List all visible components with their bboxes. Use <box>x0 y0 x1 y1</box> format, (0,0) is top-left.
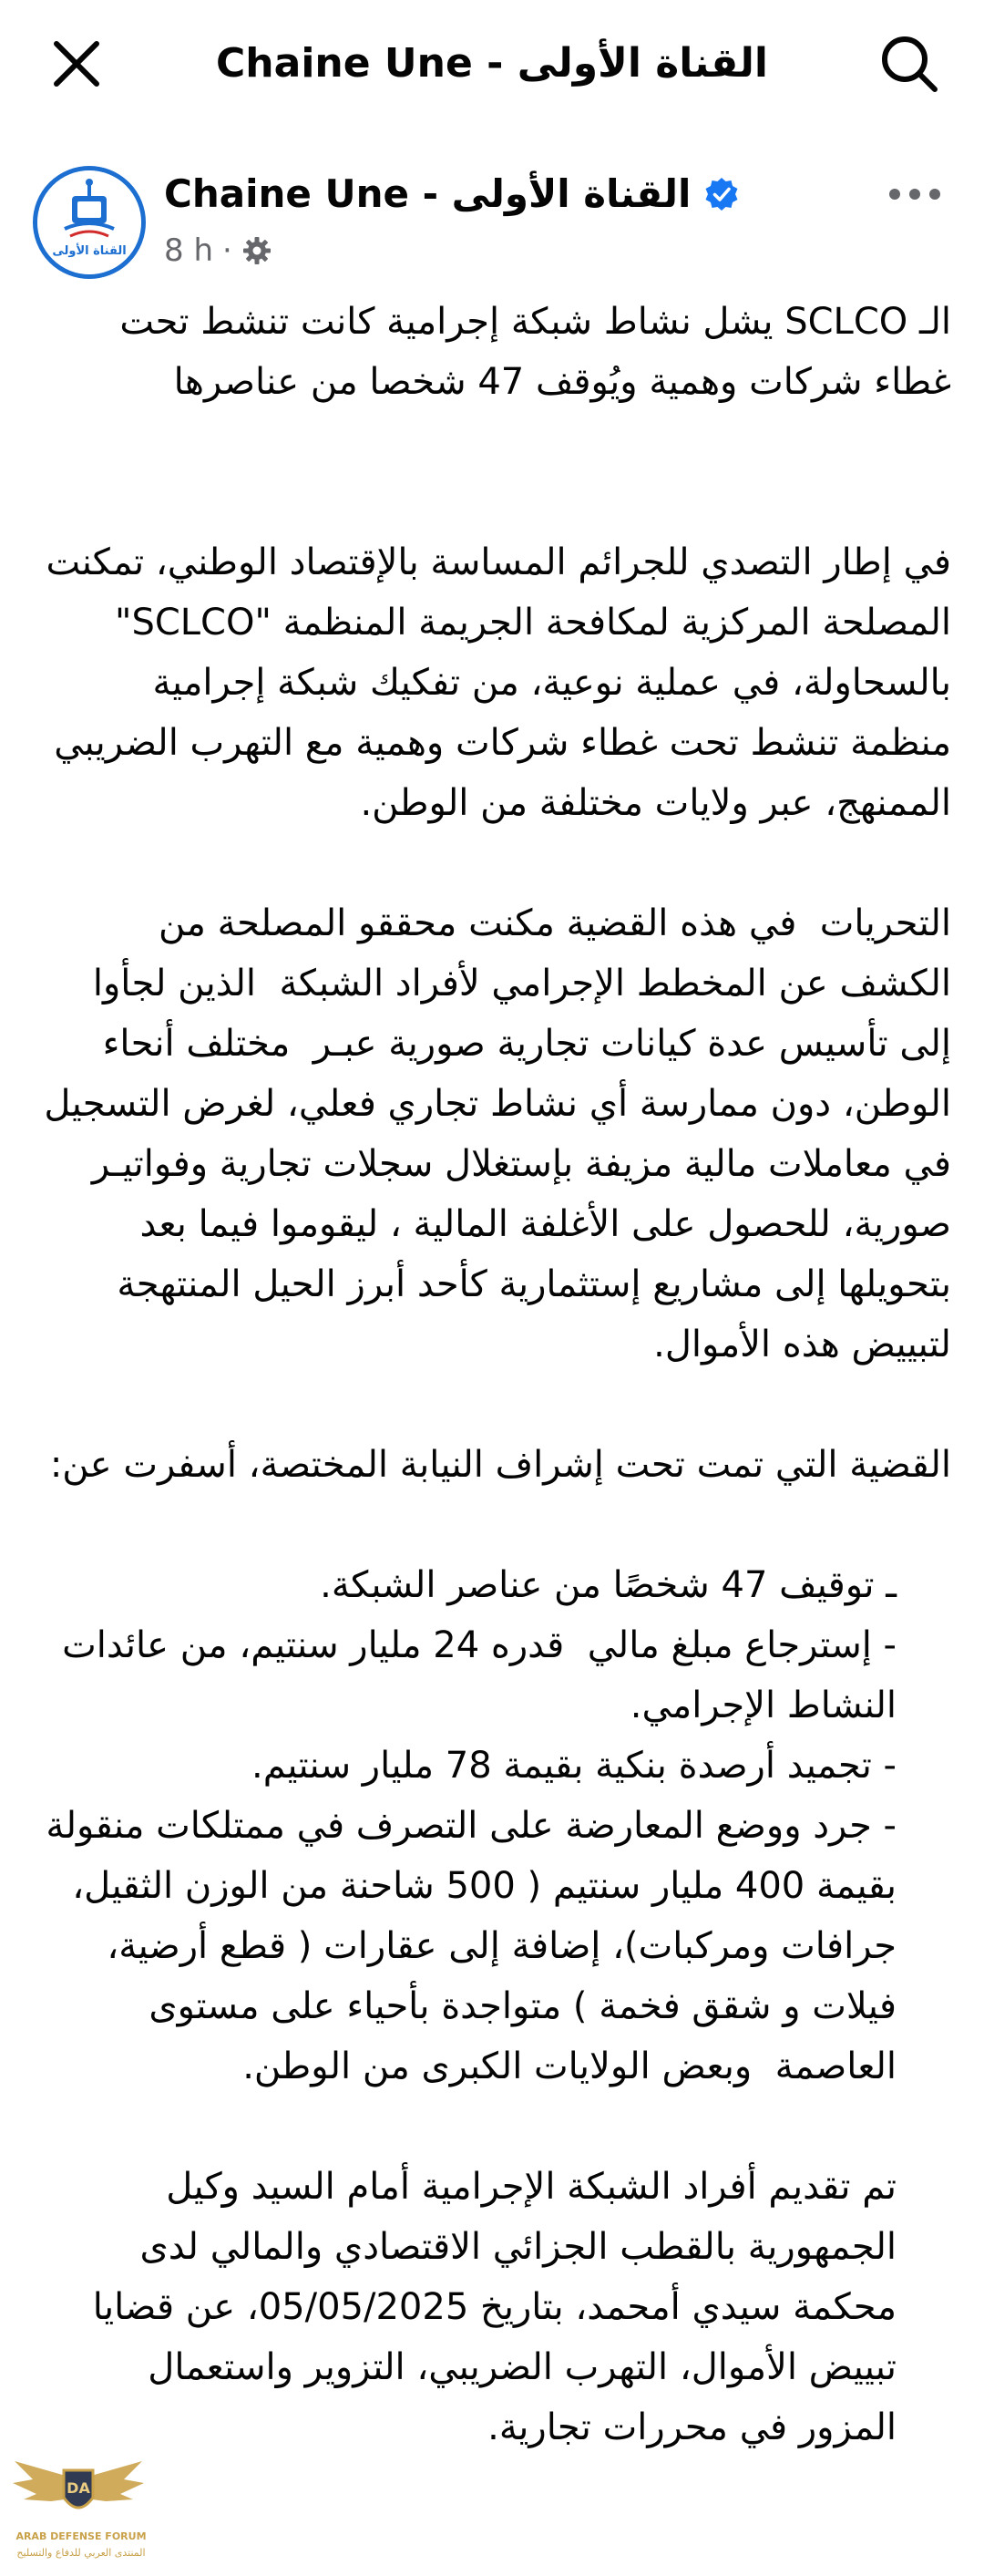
forum-logo-icon <box>5 2443 151 2534</box>
post-header <box>0 155 984 292</box>
paragraph-spacer <box>40 412 951 532</box>
result-item-1: ـ توقيف 47 شخصًا من عناصر الشبكة. <box>320 1564 897 1606</box>
result-item-2: - إسترجاع مبلغ مالي قدره 24 مليار سنتيم، من عائدات النشاط الإجرامي. <box>50 1624 897 1726</box>
forum-logo-text: DA <box>67 2479 90 2497</box>
result-item-3: - تجميد أرصدة بنكية بقيمة 78 مليار سنتيم. <box>251 1745 897 1787</box>
post-paragraph-results-intro: القضية التي تمت تحت إشراف النيابة المختصة، أسفرت عن: <box>49 1444 951 1486</box>
watermark <box>5 2443 151 2571</box>
post-paragraph-conclusion: تم تقديم أفراد الشبكة الإجرامية أمام السيد وكيل الجمهورية بالقطب الجزائي الاقتصادي والمالي لدى محكمة سيدي أمحمد، بتاريخ 05/05/2025، عن قضايا تبييض الأموال، التهرب الضريبي، التزوير واستعمال المزور في محررات تجارية. <box>81 2166 897 2448</box>
paragraph-spacer <box>40 1495 951 1555</box>
watermark-title: ARAB DEFENSE FORUM <box>15 2530 147 2542</box>
verified-badge-icon <box>703 176 740 212</box>
top-bar <box>0 0 984 128</box>
avatar-label: القناة الأولى <box>52 244 127 258</box>
post-headline: الـ SCLCO يشل نشاط شبكة إجرامية كانت تنشط تحت غطاء شركات وهمية ويُوقف 47 شخصا من عناصرها <box>108 301 951 403</box>
page-title: Chaine Une - القناة الأولى <box>216 40 768 87</box>
result-item-4: - جرد ووضع المعارضة على التصرف في ممتلكات منقولة بقيمة 400 مليار سنتيم ( 500 شاحنة من الوزن الثقيل، جرافات ومركبات)، إضافة إلى عقارات ( قطع أرضية، فيلات و شقق فخمة ) متواجدة بأحياء على مستوى العاصمة وبعض الولايات الكبرى من الوطن. <box>34 1805 897 2087</box>
paragraph-spacer <box>40 833 951 893</box>
paragraph-spacer <box>40 2097 951 2157</box>
more-dots-icon <box>886 185 944 203</box>
channel-logo-icon <box>37 170 141 274</box>
paragraph-spacer <box>40 1375 951 1435</box>
close-icon <box>47 35 106 93</box>
post-meta <box>164 228 272 273</box>
avatar[interactable] <box>33 166 146 279</box>
search-button[interactable] <box>871 26 948 102</box>
watermark-subtitle: المنتدى العربي للدفاع والتسليح <box>16 2547 146 2559</box>
post-author[interactable] <box>164 164 740 224</box>
close-button[interactable] <box>40 27 113 100</box>
post-paragraph-investigation: التحريات في هذه القضية مكنت محققو المصلحة من الكشف عن المخطط الإجرامي لأفراد الشبكة الذين لجأوا إلى تأسيس عدة كيانات تجارية صورية عبـر مختلف أنحاء الوطن، دون ممارسة أي نشاط تجاري فعلي، لغرض التسجيل في معاملات مالية مزيفة بإستغلال سجلات تجارية وفواتيـر صورية، للحصول على الأغلفة المالية ، ليقوموا فيما بعد بتحويلها إلى مشاريع إستثمارية كأحد أبرز الحيل المنتهجة لتبييض هذه الأموال. <box>32 902 951 1365</box>
gear-icon[interactable] <box>241 235 272 266</box>
search-icon <box>876 31 942 97</box>
post-paragraph-intro: في إطار التصدي للجرائم المساسة بالإقتصاد الوطني، تمكنت المصلحة المركزية لمكافحة الجريمة المنظمة "SCLCO" بالسحاولة، في عملية نوعية، من تفكيك شبكة إجرامية منظمة تنشط تحت غطاء شركات وهمية مع التهرب الضريبي الممنهج، عبر ولايات مختلفة من الوطن. <box>34 541 951 824</box>
meta-separator: · <box>222 232 232 269</box>
more-options-button[interactable] <box>878 171 951 217</box>
post-time[interactable]: 8 h <box>164 232 213 269</box>
post-text <box>32 292 951 2458</box>
post-author-name[interactable]: Chaine Une - القناة الأولى <box>164 171 692 216</box>
